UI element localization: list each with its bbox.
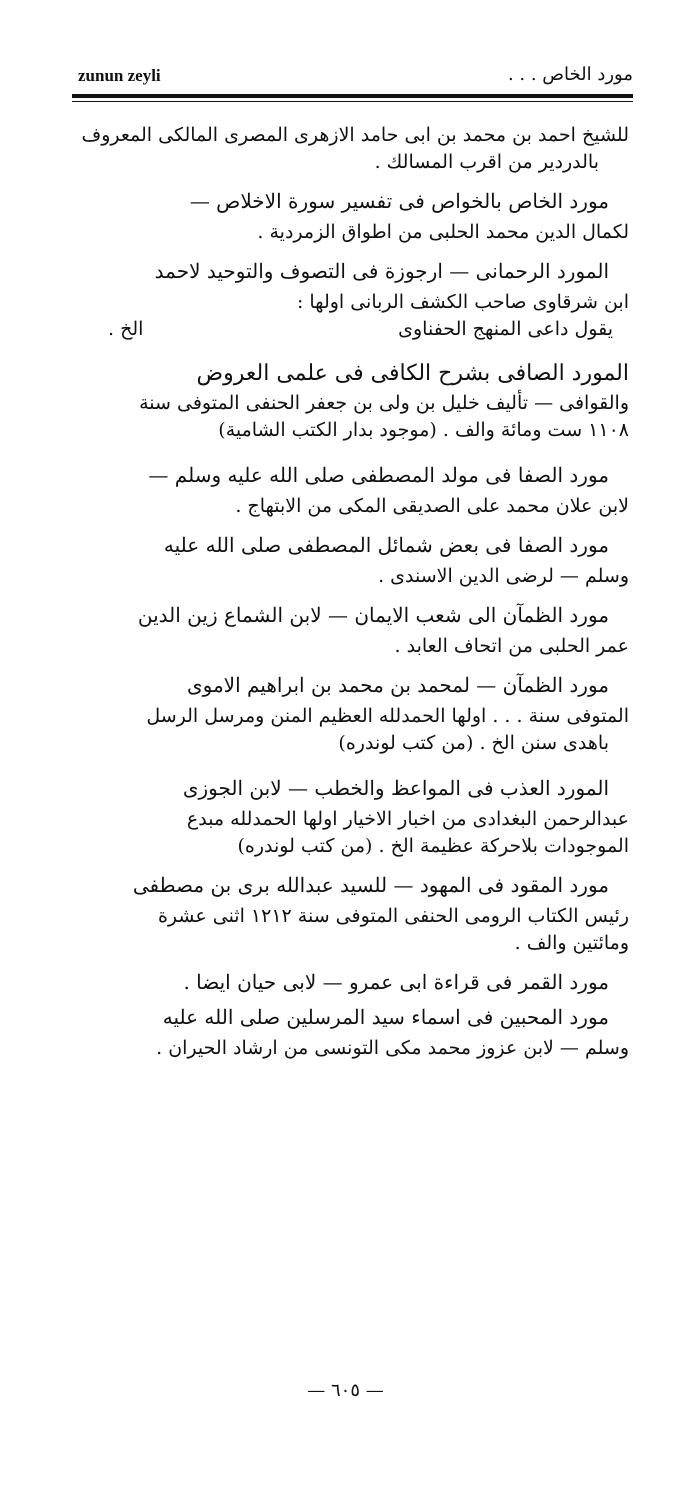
entry-heading: مورد الصفا فى بعض شمائل المصطفى صلى الله عليه: [163, 533, 609, 557]
text-line: عمر الحلبى من اتحاف العابد .: [394, 635, 629, 657]
entry-heading: مورد المقود فى المهود — للسيد عبدالله برى بن مصطفى: [132, 873, 609, 897]
entry-heading: مورد الصفا فى مولد المصطفى صلى الله عليه وسلم —: [148, 463, 609, 487]
entry-heading: المورد العذب فى المواعظ والخطب — لابن الجوزى: [182, 776, 609, 800]
text-line: للشيخ احمد بن محمد بن ابى حامد الازهرى المصرى المالكى المعروف: [81, 124, 629, 146]
page-header: [72, 62, 633, 92]
entry-heading: مورد الظمآن الى شعب الايمان — لابن الشماع زين الدين: [137, 603, 609, 627]
text-line: ١١٠٨ ست ومائة والف . (موجود بدار الكتب الشامية): [218, 419, 629, 441]
page-body: [81, 122, 629, 1062]
verse-hemistich: يقول داعى المنهج الحفناوى: [398, 318, 613, 340]
text-line: باهدى سنن الخ . (من كتب لوندره): [338, 732, 609, 754]
text-line: وسلم — لرضى الدين الاسندى .: [378, 565, 629, 587]
header-rule-thick: [72, 94, 633, 98]
text-line: لكمال الدين محمد الحلبى من اطواق الزمردية .: [257, 221, 629, 243]
entry-heading: المورد الصافى بشرح الكافى فى علمى العروض: [196, 361, 629, 386]
text-line: والقوافى — تأليف خليل بن ولى بن جعفر الحنفى المتوفى سنة: [139, 392, 629, 414]
entry-heading: مورد الخاص بالخواص فى تفسير سورة الاخلاص —: [189, 189, 609, 213]
verse-end: الخ .: [108, 318, 144, 340]
text-line: وسلم — لابن عزوز محمد مكى التونسى من ارشاد الحيران .: [156, 1037, 629, 1059]
verse-line: [84, 316, 629, 343]
entry-heading: المورد الرحمانى — ارجوزة فى التصوف والتوحيد لاحمد: [154, 259, 609, 283]
header-rule-thin: [72, 101, 633, 102]
running-head: مورد الخاص . . .: [507, 64, 633, 85]
entry-heading: مورد الظمآن — لمحمد بن محمد بن ابراهيم الاموى: [186, 673, 609, 697]
text-line: ابن شرقاوى صاحب الكشف الربانى اولها :: [296, 291, 629, 313]
text-line: لابن علان محمد على الصديقى المكى من الابتهاج .: [235, 495, 629, 517]
text-line: بالدردير من اقرب المسالك .: [374, 151, 599, 173]
page-number: — ٦٠٥ —: [307, 1380, 384, 1401]
text-line: عبدالرحمن البغدادى من اخبار الاخيار اولها الحمدلله مبدع: [186, 808, 629, 830]
text-line: ومائتين والف .: [514, 932, 629, 954]
entry-heading: مورد المحبين فى اسماء سيد المرسلين صلى الله عليه: [162, 1005, 609, 1029]
text-line: المتوفى سنة . . . اولها الحمدلله العظيم المنن ومرسل الرسل: [146, 705, 629, 727]
entry-heading: مورد القمر فى قراءة ابى عمرو — لابى حيان ايضا .: [183, 970, 609, 994]
text-line: الموجودات بلاحركة عظيمة الخ . (من كتب لوندره): [237, 835, 629, 857]
text-line: رئيس الكتاب الرومى الحنفى المتوفى سنة ١٢١٢ اثنى عشرة: [157, 905, 629, 927]
catalog-title: zunun zeyli: [78, 66, 161, 85]
